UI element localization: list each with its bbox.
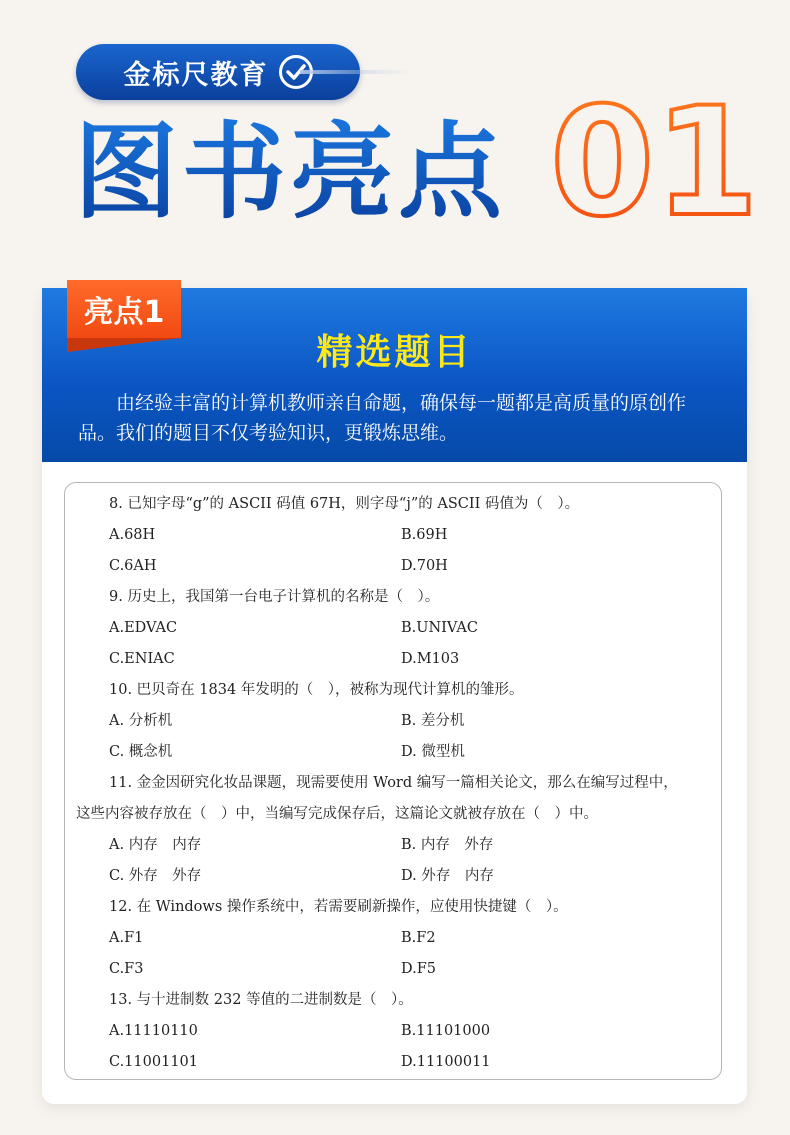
option: B.69H — [401, 527, 448, 543]
option: C.ENIAC — [109, 651, 175, 667]
option-row — [65, 617, 721, 639]
option-row — [65, 741, 721, 763]
question-11-continued — [65, 803, 721, 825]
badge-tail-decoration — [300, 70, 410, 74]
section-number — [550, 76, 759, 250]
question-text: 12. 在 Windows 操作系统中，若需要刷新操作，应使用快捷键（ ）。 — [109, 899, 568, 915]
highlight-tag: 亮点1 — [67, 280, 181, 338]
option: C.F3 — [109, 961, 144, 977]
option: D. 外存 内存 — [401, 868, 494, 884]
option: B. 内存 外存 — [401, 837, 494, 853]
option: D.F5 — [401, 961, 437, 977]
highlight-card — [42, 288, 747, 1104]
question-13 — [65, 989, 721, 1011]
tag-fold — [67, 338, 181, 352]
option-row — [65, 927, 721, 949]
option-row — [65, 1051, 721, 1073]
question-11 — [65, 772, 721, 794]
option: A.EDVAC — [109, 620, 178, 636]
option: A.11110110 — [109, 1023, 198, 1039]
option: C.11001101 — [109, 1054, 198, 1070]
option: A.F1 — [109, 930, 144, 946]
option: A. 分析机 — [109, 713, 173, 729]
question-10 — [65, 679, 721, 701]
option-row — [65, 958, 721, 980]
option: D. 微型机 — [401, 744, 465, 760]
option: C.6AH — [109, 558, 157, 574]
option-row — [65, 648, 721, 670]
question-9 — [65, 586, 721, 608]
option: C. 概念机 — [109, 744, 173, 760]
option: D.11100011 — [401, 1054, 491, 1070]
option: B. 差分机 — [401, 713, 465, 729]
option: A.68H — [109, 527, 156, 543]
question-8 — [65, 493, 721, 515]
option-row — [65, 524, 721, 546]
option: D.M103 — [401, 651, 460, 667]
section-description: 由经验丰富的计算机教师亲自命题，确保每一题都是高质量的原创作品。我们的题目不仅考验知识，更锻炼思维。 — [78, 392, 687, 444]
brand-name: 金标尺教育 — [123, 59, 269, 91]
option-row — [65, 865, 721, 887]
option: B.UNIVAC — [401, 620, 478, 636]
number-text: 01 — [550, 76, 759, 250]
section-title: 精选题目 — [316, 332, 473, 373]
option: D.70H — [401, 558, 448, 574]
option-row — [65, 1020, 721, 1042]
option-row — [65, 834, 721, 856]
option-row — [65, 555, 721, 577]
question-12 — [65, 896, 721, 918]
option: B.11101000 — [401, 1023, 491, 1039]
question-text-continued: 这些内容被存放在（ ）中，当编写完成保存后，这篇论文就被存放在（ ）中。 — [76, 806, 598, 822]
question-text: 8. 已知字母“g”的 ASCII 码值 67H，则字母“j”的 ASCII 码值为（ ）。 — [109, 496, 580, 512]
option: A. 内存 内存 — [109, 837, 202, 853]
option: C. 外存 外存 — [109, 868, 202, 884]
option-row — [65, 710, 721, 732]
question-text: 10. 巴贝奇在 1834 年发明的（ ），被称为现代计算机的雏形。 — [109, 682, 524, 698]
question-box — [64, 482, 722, 1080]
page-title: 图书亮点 — [74, 111, 507, 233]
question-text: 11. 金金因研究化妆品课题，现需要使用 Word 编写一篇相关论文，那么在编写过程中， — [109, 775, 678, 791]
option: B.F2 — [401, 930, 436, 946]
question-text: 13. 与十进制数 232 等值的二进制数是（ ）。 — [109, 992, 413, 1008]
question-text: 9. 历史上，我国第一台电子计算机的名称是（ ）。 — [109, 589, 440, 605]
